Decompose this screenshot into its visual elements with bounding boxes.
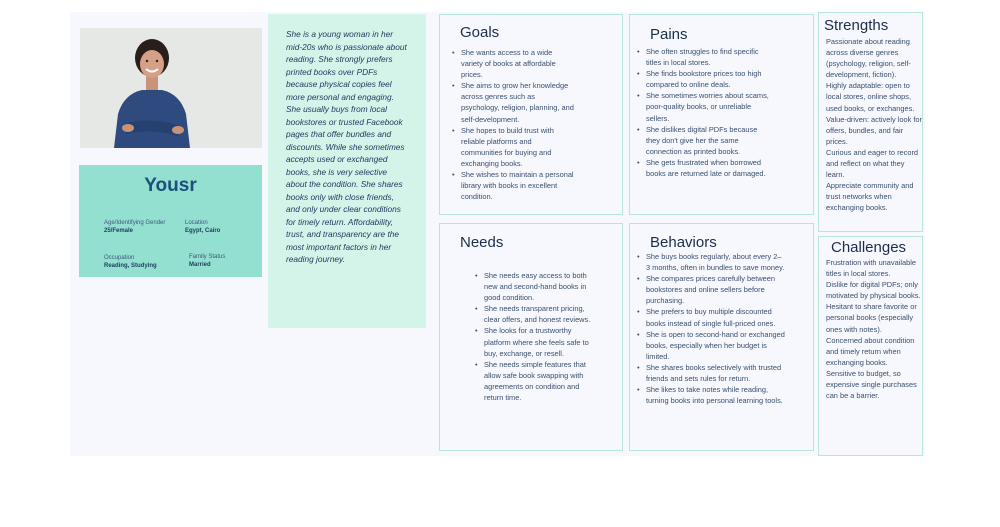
behaviors-card [629, 223, 814, 451]
persona-name: Yousr [144, 175, 197, 196]
strengths-list [826, 36, 924, 214]
list-item: Concerned about condition and timely return when exchanging books. [826, 335, 915, 367]
behaviors-list [637, 251, 785, 406]
list-item: • She needs simple features that allow safe book swapping with agreements on condition and return time. [475, 359, 595, 403]
list-item: • She prefers to buy multiple discounted books instead of single full-priced ones. [637, 306, 785, 328]
pains-title: Pains [650, 26, 688, 43]
location-value: Egypt, Cairo [185, 228, 221, 234]
list-item: • She is open to second-hand or exchanged books, especially when her budget is limited. [637, 329, 785, 362]
location-label: Location [185, 220, 208, 226]
goals-list [452, 47, 574, 202]
list-item: • She likes to take notes while reading, turning books into personal learning tools. [637, 384, 785, 406]
list-item: • She aims to grow her knowledge across genres such as psychology, religion, planning, and self-development. [452, 80, 574, 124]
persona-info-card [79, 165, 262, 277]
list-item: • She needs transparent pricing, clear offers, and honest reviews. [475, 303, 595, 325]
family-status-label: Family Status [189, 254, 226, 260]
list-item: Hesitant to share favorite or personal books (especially ones with notes). [826, 302, 917, 334]
list-item: Highly adaptable: open to local stores, online shops, used books, or exchanges. [826, 81, 915, 113]
list-item: • She looks for a trustworthy platform where she feels safe to buy, exchange, or resell. [475, 325, 595, 358]
list-item: • She wants access to a wide variety of books at affordable prices. [452, 47, 574, 80]
needs-title: Needs [460, 234, 504, 251]
list-item: Sensitive to budget, so expensive single purchases can be a barrier. [826, 368, 917, 401]
list-item: • She dislikes digital PDFs because they don't give her the same connection as printed books. [637, 124, 769, 157]
goals-card [439, 14, 623, 215]
pains-list [637, 46, 769, 179]
persona-bio-text: She is a young woman in her mid-20s who is passionate about reading. She strongly prefers printed books over PDFs because physical copies feel more personal and engaging. She usually buys from local bookstores or trusted Facebook pages that offer bundles and discounts. While she sometimes accepts used or exchanged books, she is very selective about the condition. She shares books only with close friends, and only under clear conditions for timely return. Affordability, trust, and transparency are the most important factors in her reading journey. [286, 29, 407, 264]
list-item: Curious and eager to record and reflect on what they learn. [826, 147, 919, 180]
occupation-label: Occupation [104, 255, 135, 261]
persona-photo [80, 28, 262, 148]
pains-card [629, 14, 814, 215]
needs-list [475, 270, 595, 403]
list-item: • She hopes to build trust with reliable platforms and communities for buying and exchanging books. [452, 125, 574, 169]
list-item: Value-driven: actively look for offers, bundles, and fair prices. [826, 114, 922, 146]
list-item: • She gets frustrated when borrowed books are returned late or damaged. [637, 157, 769, 179]
list-item: • She finds bookstore prices too high compared to online deals. [637, 68, 769, 90]
list-item: • She wishes to maintain a personal library with books in excellent condition. [452, 169, 574, 202]
persona-bio-card [268, 14, 426, 328]
list-item: Frustration with unavailable titles in local stores. [826, 258, 916, 279]
list-item: • She buys books regularly, about every 2–3 months, often in bundles to save money. [637, 251, 785, 273]
challenges-card [818, 236, 923, 456]
list-item: Appreciate community and trust networks when exchanging books. [826, 181, 914, 213]
goals-title: Goals [460, 24, 500, 41]
list-item: • She often struggles to find specific titles in local stores. [637, 46, 769, 68]
challenges-title: Challenges [831, 239, 907, 256]
family-status-value: Married [189, 262, 211, 268]
strengths-title: Strengths [824, 17, 889, 34]
needs-card [439, 223, 623, 451]
strengths-card [818, 12, 923, 232]
behaviors-title: Behaviors [650, 234, 717, 251]
list-item: • She compares prices carefully between bookstores and online sellers before purchasing. [637, 273, 785, 306]
challenges-list [826, 257, 924, 401]
list-item: • She needs easy access to both new and second-hand books in good condition. [475, 270, 595, 303]
list-item: Dislike for digital PDFs; only motivated by physical books. [826, 280, 921, 301]
age-gender-value: 25/Female [104, 228, 134, 234]
occupation-value: Reading, Studying [104, 263, 157, 269]
list-item: • She shares books selectively with trusted friends and sets rules for return. [637, 362, 785, 384]
list-item: • She sometimes worries about scams, poor-quality books, or unreliable sellers. [637, 90, 769, 123]
age-gender-label: Age/Identifying Gender [104, 220, 166, 226]
list-item: Passionate about reading across diverse genres (psychology, religion, self-development, fiction). [826, 37, 911, 80]
